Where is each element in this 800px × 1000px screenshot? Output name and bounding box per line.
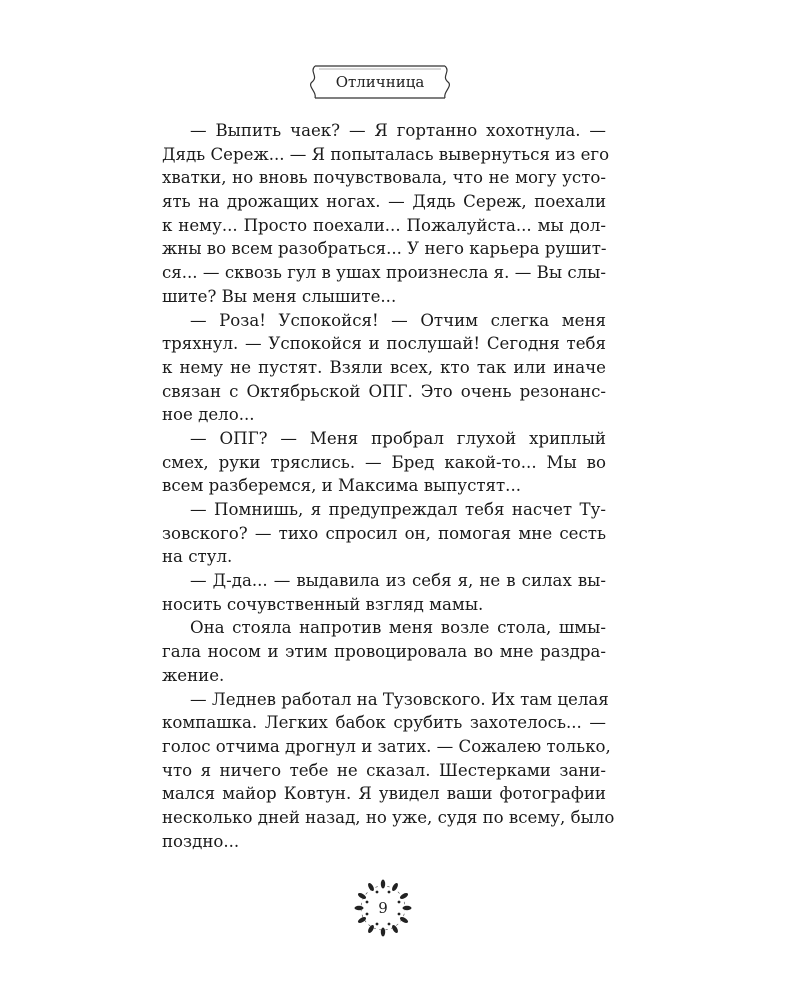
text-line: хватки, но вновь почувствовала, что не могу усто- xyxy=(162,168,606,188)
text-line: ся... — сквозь гул в ушах произнесла я. — Вы слы- xyxy=(162,263,606,283)
text-line: на стул. xyxy=(162,547,233,567)
text-line: гала носом и этим провоцировала во мне раздра- xyxy=(162,642,606,662)
text-line: компашка. Легких бабок срубить захотелось... — xyxy=(162,713,606,733)
text-line: всем разберемся, и Максима выпустят... xyxy=(162,476,522,496)
text-line: голос отчима дрогнул и затих. — Сожалею только, xyxy=(162,736,611,756)
text-line: связан с Октябрьской ОПГ. Это очень резонанс- xyxy=(162,381,606,401)
text-line: что я ничего тебе не сказал. Шестерками зани- xyxy=(162,760,606,780)
chapter-title: Отличница xyxy=(335,73,425,91)
text-line: — Роза! Успокойся! — Отчим слегка меня xyxy=(190,310,606,330)
page-number-ornament xyxy=(347,872,419,944)
text-line: Дядь Сереж... — Я попыталась вывернуться из его xyxy=(162,144,610,164)
text-line: — Д-да... — выдавила из себя я, не в силах вы- xyxy=(190,571,606,591)
text-line: ное дело... xyxy=(162,405,255,425)
text-line: ять на дрожащих ногах. — Дядь Сереж, поехали xyxy=(162,192,606,212)
text-line: шите? Вы меня слышите... xyxy=(162,286,397,306)
page-number: 9 xyxy=(378,899,388,917)
text-line: носить сочувственный взгляд мамы. xyxy=(162,594,484,614)
text-line: жны во всем разобраться... У него карьера рушит- xyxy=(162,239,607,259)
text-line: зовского? — тихо спросил он, помогая мне сесть xyxy=(162,523,606,543)
text-line: — Леднев работал на Тузовского. Их там целая xyxy=(190,689,609,709)
text-line: несколько дней назад, но уже, судя по всему, было xyxy=(162,807,615,827)
text-line: — Помнишь, я предупреждал тебя насчет Ту- xyxy=(190,500,606,519)
text-line: — ОПГ? — Меня пробрал глухой хриплый xyxy=(190,428,606,448)
text-line: жение. xyxy=(162,665,225,685)
text-line: к нему не пустят. Взяли всех, кто так или иначе xyxy=(162,357,606,377)
text-line: — Выпить чаек? — Я гортанно хохотнула. — xyxy=(190,121,606,140)
text-line: тряхнул. — Успокойся и послушай! Сегодня тебя xyxy=(162,334,606,354)
text-line: смех, руки тряслись. — Бред какой-то... Мы во xyxy=(162,452,606,472)
running-header xyxy=(307,64,453,100)
text-line: Она стояла напротив меня возле стола, шмы- xyxy=(190,618,606,638)
text-line: к нему... Просто поехали... Пожалуйста... мы дол- xyxy=(162,215,606,235)
text-line: мался майор Ковтун. Я увидел ваши фотографии xyxy=(162,784,606,804)
body-text xyxy=(162,119,615,853)
text-line: поздно... xyxy=(162,831,240,851)
